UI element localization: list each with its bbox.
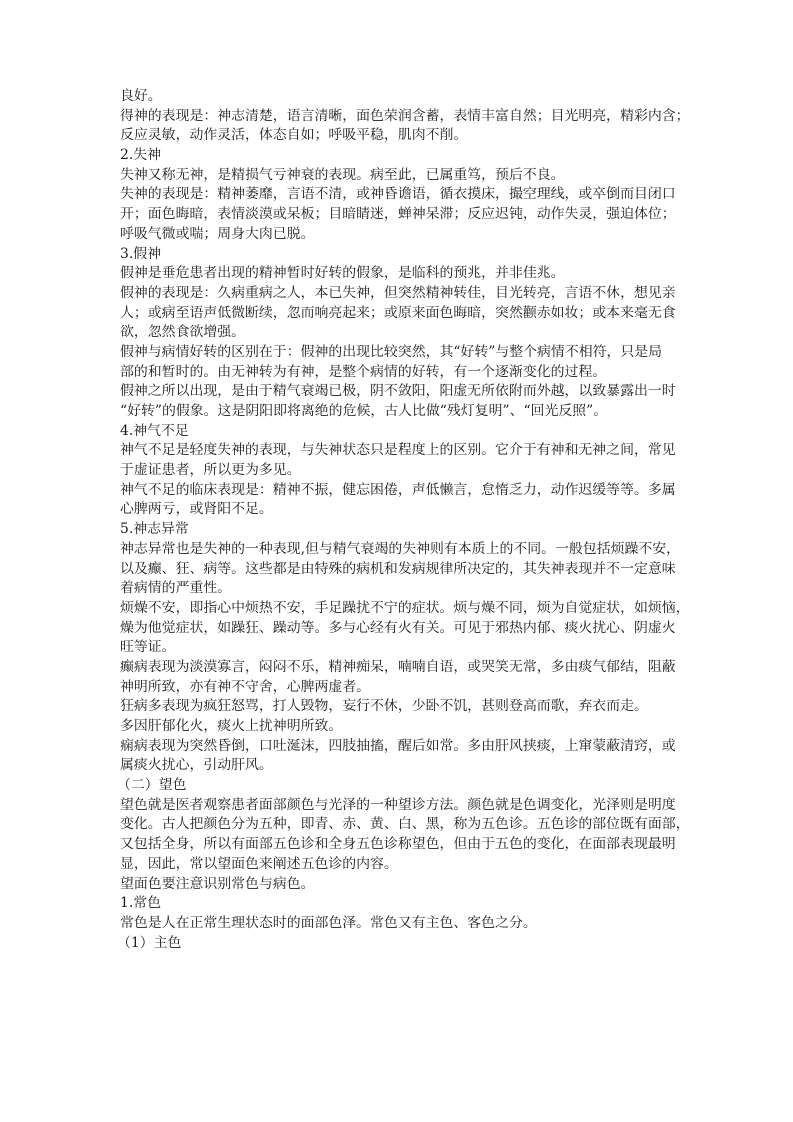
text-line: 属痰火扰心，引动肝风。 xyxy=(120,757,273,774)
section-heading: （二）望色 xyxy=(117,777,187,794)
text-line: 痫病表现为突然昏倒，口吐涎沫，四肢抽搐，醒后如常。多由肝风挟痰，上窜蒙蔽清窍，或 xyxy=(120,737,676,754)
text-line: 良好。 xyxy=(120,88,162,104)
text-line: 变化。古人把颜色分为五种，即青、赤、黄、白、黑，称为五色诊。五色诊的部位既有面部， xyxy=(120,816,690,833)
text-line: 假神的表现是：久病重病之人，本已失神，但突然精神转佳，目光转亮，言语不休，想见亲 xyxy=(120,284,676,301)
text-line: 以及癫、狂、病等。这些都是由特殊的病机和发病规律所决定的，其失神表现并不一定意味 xyxy=(120,560,676,577)
text-line: 望面色要注意识别常色与病色。 xyxy=(120,875,315,892)
text-line: 心脾两亏，或肾阳不足。 xyxy=(120,501,273,518)
text-line: 烦燥不安，即指心中烦热不安，手足躁扰不宁的症状。烦与燥不同，烦为自觉症状，如烦恼， xyxy=(120,599,690,616)
text-line: 神气不足的临床表现是：精神不振，健忘困倦，声低懒言，怠惰乏力，动作迟缓等等。多属 xyxy=(120,481,676,498)
text-line: 得神的表现是：神志清楚，语言清晰，面色荣润含蓄，表情丰富自然；目光明亮，精彩内含； xyxy=(120,107,690,124)
text-line: 失神又称无神，是精损气亏神衰的表现。病至此，已属重笃，预后不良。 xyxy=(120,166,565,183)
text-line: 失神的表现是：精神萎靡，言语不清，或神昏谵语，循衣摸床，撮空理线，或卒倒而目闭口 xyxy=(120,186,676,203)
section-heading: 1.常色 xyxy=(120,895,162,912)
text-line: 人；或病至语声低微断续，忽而响亮起来；或原来面色晦暗，突然颧赤如妆；或本来毫无食 xyxy=(120,304,676,321)
text-line: 神气不足是轻度失神的表现，与失神状态只是程度上的区别。它介于有神和无神之间，常见 xyxy=(120,442,676,459)
text-line: 又包括全身，所以有面部五色诊和全身五色诊称望色，但由于五色的变化，在面部表现最明 xyxy=(120,836,676,853)
text-line: 显，因此，常以望面色来阐述五色诊的内容。 xyxy=(120,855,398,872)
text-line: 常色是人在正常生理状态时的面部色泽。常色又有主色、客色之分。 xyxy=(120,914,537,931)
text-line: 假神与病情好转的区别在于：假神的出现比较突然，其“好转”与整个病情不相符，只是局 xyxy=(120,343,663,360)
text-line: 狂病多表现为疯狂怒骂，打人毁物，妄行不休，少卧不饥，甚则登高而歌，弃衣而走。 xyxy=(120,698,648,715)
text-line: “好转”的假象。这是阴阳即将离绝的危候，古人比做“残灯复明”、“回光反照”。 xyxy=(120,403,608,419)
text-line: 神明所致，亦有神不守舍，心脾两虚者。 xyxy=(120,678,371,695)
text-line: 假神之所以出现，是由于精气衰竭已极，阴不敛阳，阳虚无所依附而外越，以致暴露出一时 xyxy=(120,383,676,400)
text-line: 着病情的严重性。 xyxy=(120,580,232,597)
text-line: 癫病表现为淡漠寡言，闷闷不乐，精神痴呆，喃喃自语，或哭笑无常，多由痰气郁结，阻蔽 xyxy=(120,658,676,675)
text-line: 部的和暂时的。由无神转为有神，是整个病情的好转，有一个逐渐变化的过程。 xyxy=(120,363,607,380)
text-line: 开；面色晦暗，表情淡漠或呆板；目暗睛迷，蝉神呆滞；反应迟钝，动作失灵，强迫体位； xyxy=(120,206,676,223)
text-line: 反应灵敏，动作灵活，体态自如；呼吸平稳，肌肉不削。 xyxy=(120,127,468,144)
text-line: 欲，忽然食欲增强。 xyxy=(120,324,246,341)
text-line: 神志异常也是失神的一种表现,但与精气衰竭的失神则有本质上的不同。一般包括烦躁不安， xyxy=(120,540,681,557)
section-heading: 5.神志异常 xyxy=(120,521,189,538)
text-line: 于虚证患者，所以更为多见。 xyxy=(120,462,301,479)
text-line: 呼吸气微或喘；周身大肉已脱。 xyxy=(120,225,315,242)
document-page xyxy=(117,87,700,953)
text-line: 多因肝郁化火，痰火上扰神明所致。 xyxy=(120,718,343,734)
section-heading: 3.假神 xyxy=(120,245,162,262)
section-heading: 4.神气不足 xyxy=(120,422,189,439)
subsection-heading: （1）主色 xyxy=(117,934,182,951)
section-heading: 2.失神 xyxy=(120,147,162,164)
text-line: 假神是垂危患者出现的精神暂时好转的假象，是临科的预兆，并非佳兆。 xyxy=(120,265,565,282)
text-line: 望色就是医者观察患者面部颜色与光泽的一种望诊方法。颜色就是色调变化，光泽则是明度 xyxy=(120,796,676,813)
text-line: 旺等证。 xyxy=(120,639,176,656)
text-line: 燥为他觉症状，如躁狂、躁动等。多与心经有火有关。可见于邪热内郁、痰火扰心、阴虚火 xyxy=(120,619,676,636)
